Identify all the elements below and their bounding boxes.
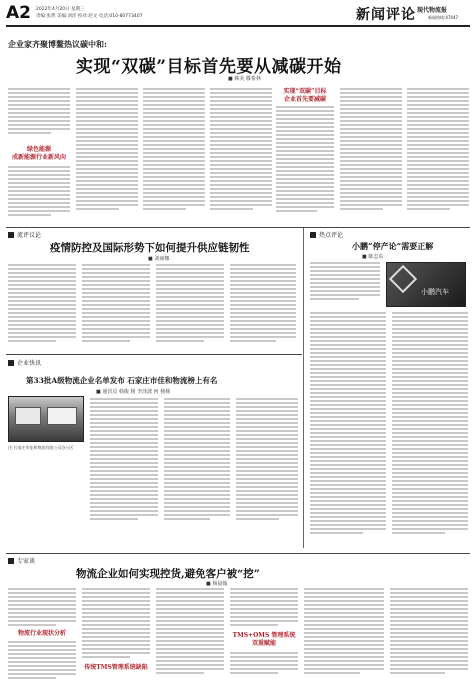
section1-title: 疫情防控及国际形势下如何提升供应链韧性 <box>50 242 250 254</box>
lead-subhead-1: 绿色能源 成新能源行业新风向 <box>11 146 66 161</box>
sec1-col-2 <box>82 264 150 348</box>
sec3-col-4 <box>230 588 298 630</box>
tag-square-icon <box>310 232 316 238</box>
lead-col-1 <box>8 88 70 140</box>
rule-1 <box>6 227 470 228</box>
photo-caption: 注:石家庄市佳和物流有限公司办公区 <box>8 445 74 450</box>
section-title: 新闻评论 <box>356 7 416 23</box>
sec3-col-1 <box>8 588 76 628</box>
sec2-col-1 <box>90 398 158 528</box>
section3-title: 物流企业如何实现控货,避免客户被“挖” <box>76 568 260 580</box>
tag-square-icon <box>8 232 14 238</box>
section-right-byline: ■ 陈志东 <box>362 254 384 260</box>
sec3-col-2 <box>82 588 150 660</box>
tag-square-icon <box>8 360 14 366</box>
sec2-col-2 <box>164 398 230 528</box>
sec3-subhead-3: TMS+OMS 管理系统 双重赋能 <box>232 632 296 647</box>
section1-byline: ■ 刘丽娜 <box>148 256 170 262</box>
paper-name: 现代物流报 <box>417 7 448 14</box>
section-right-title: 小鹏“停产论”需要正解 <box>352 241 434 251</box>
sec3-subhead-1: 物流行业现状分析 <box>17 630 66 637</box>
section3-tag <box>8 556 35 565</box>
section3-byline: ■ 杨晨翰 <box>206 581 228 587</box>
section1-tag-label: 流评议论 <box>17 232 42 239</box>
edition-line: 新闻热线:47447 <box>428 15 459 20</box>
lead-col-7 <box>407 88 469 220</box>
right-col-3 <box>392 312 468 548</box>
section2-byline: ■ 通讯员 韩俊 杨 李泽波 何 杨杨 <box>96 389 171 395</box>
lead-col-1b <box>8 166 70 220</box>
section1-tag <box>8 230 41 239</box>
page-number: A2 <box>6 3 31 23</box>
sec1-col-3 <box>156 264 224 348</box>
sec2-col-3 <box>236 398 298 528</box>
xpeng-photo-label: 小鹏汽车 <box>421 288 449 296</box>
sec3-col-6 <box>390 588 468 680</box>
vertical-divider <box>303 228 304 548</box>
rule-2 <box>6 354 302 355</box>
sec3-col-1b <box>8 641 76 681</box>
lead-title: 实现“双碳”目标首先要从减碳开始 <box>76 57 342 77</box>
lead-subhead-2: 实现“双碳”目标 企业首先要减碳 <box>283 88 327 103</box>
lead-byline: ■ 韩美 滕希林 <box>228 76 261 82</box>
sec3-col-5 <box>304 588 384 680</box>
right-col-2 <box>310 312 386 548</box>
header-meta-2: 责编:张然 美编:刘洋 校对:赵文 电话:010-80773407 <box>36 14 143 19</box>
lead-col-4 <box>210 88 272 220</box>
lead-kicker: 企业家齐聚博鳌热议碳中和: <box>8 39 107 49</box>
photo-panel-1 <box>15 407 41 425</box>
rule-3 <box>6 553 470 554</box>
lead-col-3 <box>143 88 205 220</box>
sec3-subhead-2: 传统TMS管理系统缺陷 <box>84 664 148 671</box>
xpeng-photo <box>386 262 466 307</box>
section2-tag-label: 企业快讯 <box>17 360 42 367</box>
lead-col-6 <box>340 88 402 220</box>
section3-tag-label: 专家谈 <box>17 558 36 565</box>
xpeng-logo-icon <box>389 265 417 293</box>
warehouse-photo <box>8 396 84 442</box>
sec3-col-4b <box>230 652 298 680</box>
right-col-1 <box>310 262 380 304</box>
sec1-col-1 <box>8 264 76 348</box>
tag-square-icon <box>8 558 14 564</box>
section-right-tag-label: 热点评论 <box>319 232 344 239</box>
section-right-tag <box>310 230 343 239</box>
lead-col-2 <box>76 88 138 220</box>
lead-col-5 <box>276 106 334 220</box>
section2-tag <box>8 358 41 367</box>
header-rule <box>6 25 470 27</box>
sec3-col-3 <box>156 588 224 680</box>
photo-panel-2 <box>47 407 77 425</box>
header-meta-1: 2022年4月20日 星期三 <box>36 7 85 12</box>
section2-title: 第33批A级物流企业名单发布 石家庄市佳和物流榜上有名 <box>26 376 218 385</box>
sec1-col-4 <box>230 264 296 348</box>
